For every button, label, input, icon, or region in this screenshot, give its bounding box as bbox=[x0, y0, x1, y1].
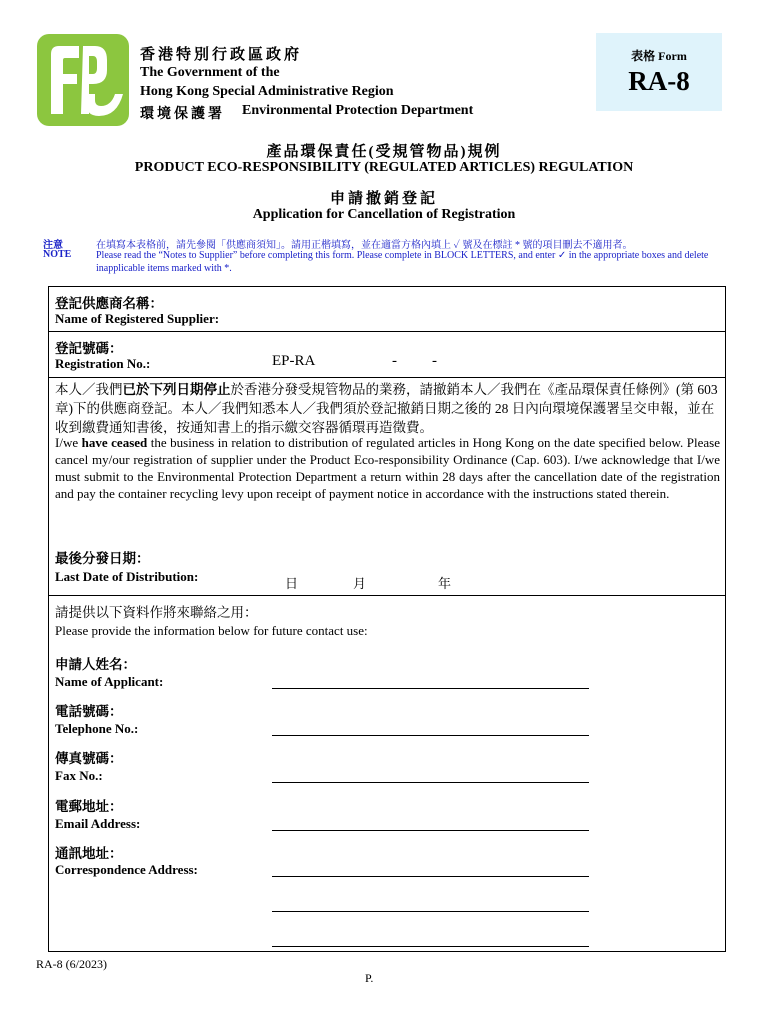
form-title-zh: 申請撤銷登記 bbox=[329, 191, 438, 207]
email-field[interactable] bbox=[272, 830, 589, 831]
supplier-label-zh: 登記供應商名稱： bbox=[55, 296, 163, 311]
address-label-en: Correspondence Address: bbox=[55, 862, 198, 877]
declaration-en-text: I/we bbox=[55, 435, 82, 450]
fax-label-zh: 傳真號碼： bbox=[55, 751, 123, 766]
form-version: RA-8 (6/2023) bbox=[36, 957, 107, 971]
declaration-en bbox=[55, 434, 720, 502]
fax-label-en: Fax No.: bbox=[55, 768, 103, 783]
divider bbox=[48, 377, 726, 378]
regno-label-en: Registration No.: bbox=[55, 356, 151, 371]
telephone-field[interactable] bbox=[272, 735, 589, 736]
regulation-title-zh: 產品環保責任(受規管物品)規例 bbox=[266, 144, 502, 160]
tel-label-en: Telephone No.: bbox=[55, 721, 139, 736]
year-label: 年 bbox=[438, 576, 452, 591]
regno-field-part1[interactable] bbox=[335, 350, 385, 372]
tel-label-zh: 電話號碼： bbox=[55, 704, 123, 719]
page-number: P. bbox=[365, 971, 374, 985]
applicant-name-field[interactable] bbox=[272, 688, 589, 689]
address-label-zh: 通訊地址： bbox=[55, 846, 123, 861]
dept-name-zh: 環境保護署 bbox=[140, 107, 225, 122]
form-code: RA-8 bbox=[628, 66, 690, 96]
lastdate-label-zh: 最後分發日期： bbox=[55, 551, 150, 566]
dept-name-en: Environmental Protection Department bbox=[242, 103, 474, 118]
supplier-name-field[interactable] bbox=[260, 300, 720, 328]
lastdate-label-en: Last Date of Distribution: bbox=[55, 569, 199, 584]
applicant-label-zh: 申請人姓名： bbox=[55, 657, 136, 672]
regno-dash: - bbox=[392, 353, 397, 369]
note-text-zh: 在填寫本表格前，請先參閱「供應商須知」。請用正楷填寫，並在適當方格內填上 ✓ 號及在標註 * 號的項目刪去不適用者。 bbox=[96, 240, 633, 251]
form-label: 表格 Form bbox=[631, 49, 687, 63]
day-field[interactable] bbox=[240, 570, 282, 590]
regno-prefix: EP-RA bbox=[272, 353, 316, 369]
declaration-zh bbox=[55, 380, 720, 437]
fax-field[interactable] bbox=[272, 782, 589, 783]
regulation-title-en: PRODUCT ECO-RESPONSIBILITY (REGULATED ARTICLES) REGULATION bbox=[134, 160, 634, 175]
supplier-label-en: Name of Registered Supplier: bbox=[55, 311, 220, 326]
declaration-en-text: the business in relation to distribution of regulated articles in Hong Kong on the date specified below. Please cancel my/our registration of supplier under the Product Eco-responsibility Ordinance (Cap. 603). I/we acknowledge that I/we must submit to the Environmental Protection Department a return within 28 days after the cancellation date of the registration and pay the container recycling levy upon receipt of payment notice in accordance with the instructions stated therein. bbox=[55, 435, 720, 501]
email-label-en: Email Address: bbox=[55, 816, 141, 831]
year-field[interactable] bbox=[370, 570, 436, 590]
address-field-line1[interactable] bbox=[272, 876, 589, 877]
divider bbox=[48, 595, 726, 596]
contact-intro-zh: 請提供以下資料作將來聯絡之用： bbox=[55, 605, 258, 620]
note-text-en: Please read the “Notes to Supplier” before completing this form. Please complete in BLOCK LETTERS, and enter ✓ in the appropriate boxes and delete inapplicable items marked with *. bbox=[96, 250, 709, 274]
divider bbox=[48, 331, 726, 332]
declaration-zh-text: 於香港分發受規管物品的業務，請撤銷本人／我們在《產品環保責任條例》(第 603 章)下的供應商登記。本人／我們知悉本人／我們須於登記撤銷日期之後的 28 日內向環境保護署呈交申報，並在收到繳費通知書後，按通知書上的指示繳交容器循環再造徵費。 bbox=[55, 382, 718, 435]
declaration-zh-text: 本人／我們 bbox=[55, 382, 123, 397]
address-field-line3[interactable] bbox=[272, 946, 589, 947]
declaration-en-emphasis: have ceased bbox=[81, 435, 148, 450]
epd-logo bbox=[37, 34, 129, 126]
month-label: 月 bbox=[353, 576, 367, 591]
gov-name-zh: 香港特別行政區政府 bbox=[140, 47, 303, 63]
declaration-zh-emphasis: 已於下列日期停止 bbox=[122, 382, 231, 397]
regno-dash: - bbox=[432, 353, 437, 369]
contact-intro-en: Please provide the information below for future contact use: bbox=[55, 623, 368, 638]
note-label-zh: 注意 bbox=[43, 240, 63, 251]
form-title-en: Application for Cancellation of Registration bbox=[252, 207, 516, 222]
gov-name-en-line2: Hong Kong Special Administrative Region bbox=[140, 84, 394, 99]
form-id-box bbox=[596, 33, 722, 111]
regno-field-part2[interactable] bbox=[402, 350, 428, 372]
regno-field-part3[interactable] bbox=[442, 350, 502, 372]
regno-label-zh: 登記號碼： bbox=[55, 341, 123, 356]
gov-name-en-line1: The Government of the bbox=[140, 65, 280, 80]
note-label-en: NOTE bbox=[43, 249, 72, 260]
applicant-label-en: Name of Applicant: bbox=[55, 674, 164, 689]
month-field[interactable] bbox=[302, 570, 350, 590]
email-label-zh: 電郵地址： bbox=[55, 799, 123, 814]
day-label: 日 bbox=[285, 576, 299, 591]
address-field-line2[interactable] bbox=[272, 911, 589, 912]
